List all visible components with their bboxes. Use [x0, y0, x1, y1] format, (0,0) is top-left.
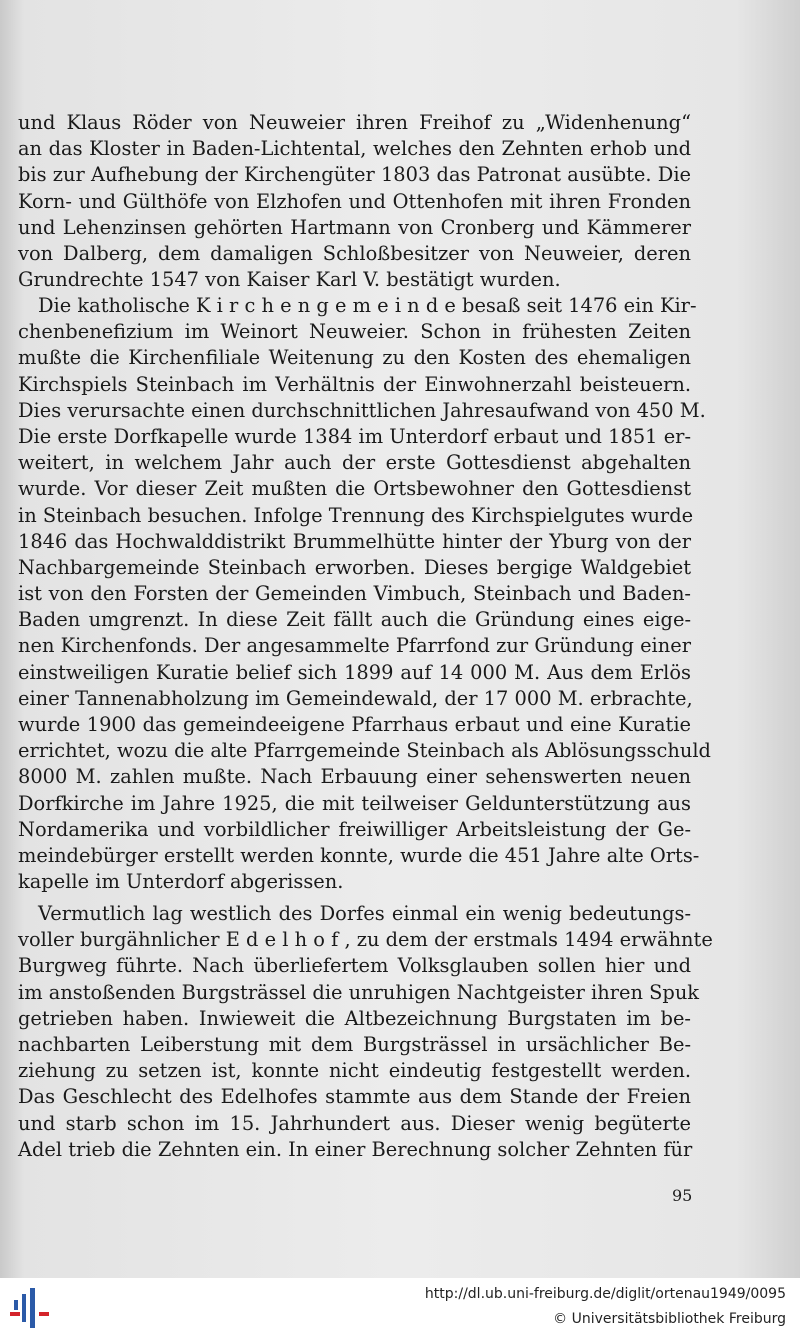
text-line: Grundrechte 1547 von Kaiser Karl V. bestätigt wurden. — [18, 268, 561, 292]
text-line: Die katholische K i r c h e n g e m e i n d e besaß seit 1476 ein Kir- — [38, 294, 697, 317]
text-line: voller burgähnlicher E d e l h o f , zu dem der erstmals 1494 erwähnte — [18, 928, 713, 952]
ub-freiburg-logo-icon — [10, 1288, 50, 1328]
text-line: chenbenefizium im Weinort Neuweier. Schon in frühesten Zeiten — [18, 320, 691, 344]
text-line: und Klaus Röder von Neuweier ihren Freihof zu „Widenhenung“ — [18, 111, 691, 134]
paragraph — [18, 901, 713, 1163]
paragraph — [18, 110, 691, 293]
text-line: errichtet, wozu die alte Pfarrgemeinde Steinbach als Ablösungsschuld — [18, 739, 711, 763]
text-line: 1846 das Hochwalddistrikt Brummelhütte hinter der Yburg von der — [18, 529, 691, 553]
text-line: an das Kloster in Baden-Lichtental, welches den Zehnten erhob und — [18, 137, 691, 161]
text-line: Das Geschlecht des Edelhofes stammte aus dem Stande der Freien — [18, 1085, 691, 1109]
text-line: ziehung zu setzen ist, konnte nicht eindeutig festgestellt werden. — [18, 1059, 691, 1083]
text-line: mußte die Kirchenfiliale Weitenung zu den Kosten des ehemaligen — [18, 346, 691, 370]
text-line: von Dalberg, dem damaligen Schloßbesitzer von Neuweier, deren — [18, 241, 691, 265]
text-line: bis zur Aufhebung der Kirchengüter 1803 das Patronat ausübte. Die — [18, 163, 691, 187]
text-line: ist von den Forsten der Gemeinden Vimbuch, Steinbach und Baden- — [18, 582, 691, 606]
text-line: Burgweg führte. Nach überliefertem Volksglauben sollen hier und — [18, 954, 691, 978]
text-line: Kirchspiels Steinbach im Verhältnis der Einwohnerzahl beisteuern. — [18, 372, 691, 396]
text-line: Vermutlich lag westlich des Dorfes einmal ein wenig bedeutungs- — [38, 902, 691, 925]
paragraph — [18, 293, 711, 895]
text-line: in Steinbach besuchen. Infolge Trennung des Kirchspielgutes wurde — [18, 503, 694, 527]
text-line: Die erste Dorfkapelle wurde 1384 im Unterdorf erbaut und 1851 er- — [18, 424, 691, 448]
text-line: getrieben haben. Inwieweit die Altbezeichnung Burgstaten im be- — [18, 1006, 691, 1030]
text-line: Adel trieb die Zehnten ein. In einer Berechnung solcher Zehnten für — [18, 1137, 693, 1161]
text-line: nachbarten Leiberstung mit dem Burgsträssel in ursächlicher Be- — [18, 1032, 691, 1056]
text-line: einstweiligen Kuratie belief sich 1899 auf 14 000 M. Aus dem Erlös — [18, 660, 691, 684]
page-number: 95 — [672, 1186, 693, 1205]
text-line: nen Kirchenfonds. Der angesammelte Pfarrfond zur Gründung einer — [18, 634, 691, 658]
permalink-url[interactable]: http://dl.ub.uni-freiburg.de/diglit/ortenau1949/0095 — [424, 1286, 786, 1302]
text-line: einer Tannenabholzung im Gemeindewald, der 17 000 M. erbrachte, — [18, 686, 693, 710]
text-line: im anstoßenden Burgsträssel die unruhigen Nachtgeister ihren Spuk — [18, 980, 700, 1004]
text-line: 8000 M. zahlen mußte. Nach Erbauung einer sehenswerten neuen — [18, 765, 691, 789]
footer-bar — [0, 1278, 800, 1336]
copyright-notice: © Universitätsbibliothek Freiburg — [553, 1311, 786, 1327]
text-line: wurde 1900 das gemeindeeigene Pfarrhaus erbaut und eine Kuratie — [18, 713, 691, 736]
text-line: weitert, in welchem Jahr auch der erste Gottesdienst abgehalten — [18, 451, 691, 475]
text-line: und starb schon im 15. Jahrhundert aus. Dieser wenig begüterte — [18, 1111, 691, 1135]
text-line: Dorfkirche im Jahre 1925, die mit teilweiser Geldunterstützung aus — [18, 791, 691, 815]
text-line: Korn- und Gülthöfe von Elzhofen und Ottenhofen mit ihren Fronden — [18, 189, 691, 213]
text-line: wurde. Vor dieser Zeit mußten die Ortsbewohner den Gottesdienst — [18, 477, 691, 501]
text-line: Dies verursachte einen durchschnittlichen Jahresaufwand von 450 M. — [18, 398, 706, 422]
text-line: meindebürger erstellt werden konnte, wurde die 451 Jahre alte Orts- — [18, 843, 700, 867]
text-line: Baden umgrenzt. In diese Zeit fällt auch die Gründung eines eige- — [18, 608, 691, 632]
text-line: und Lehenzinsen gehörten Hartmann von Cronberg und Kämmerer — [18, 215, 691, 239]
text-line: Nachbargemeinde Steinbach erworben. Dieses bergige Waldgebiet — [18, 555, 691, 579]
text-line: kapelle im Unterdorf abgerissen. — [18, 870, 344, 894]
text-line: Nordamerika und vorbildlicher freiwilliger Arbeitsleistung der Ge- — [18, 817, 691, 841]
